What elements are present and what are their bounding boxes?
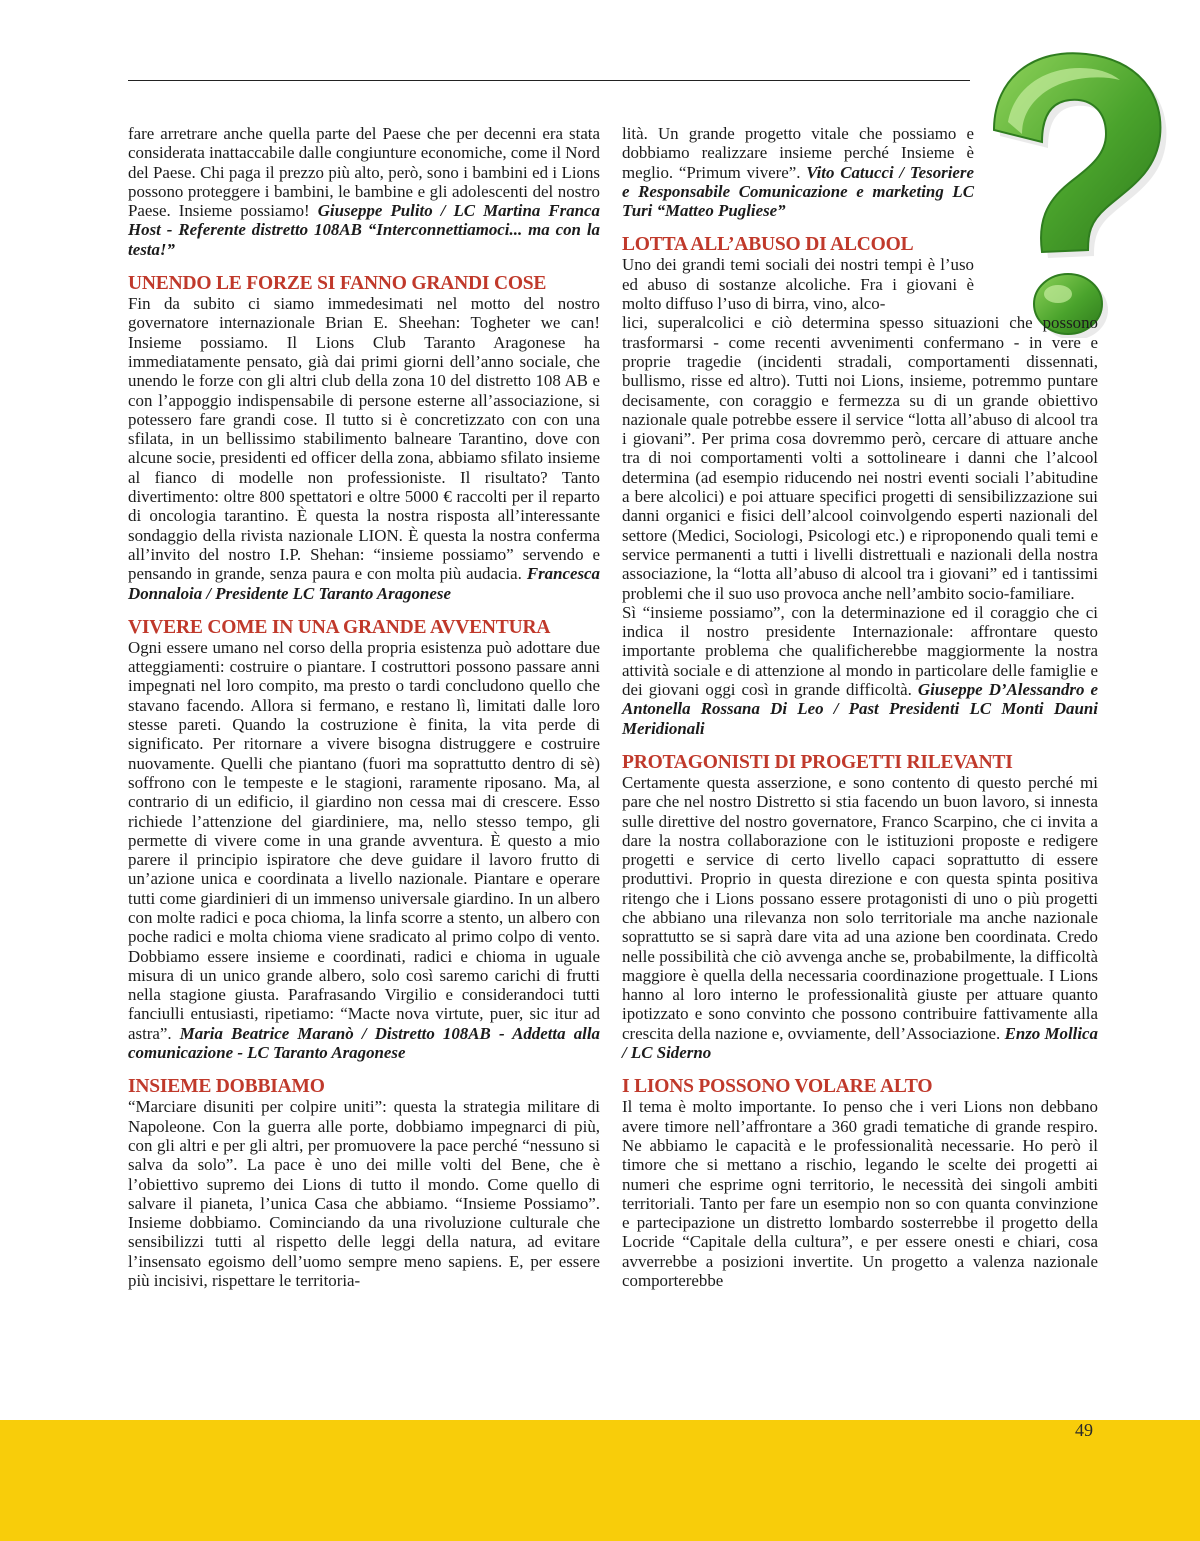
left-intro-signature: Giuseppe Pulito / LC Martina Franca Host - Referente distretto 108AB “Interconnettiamoci... ma con la testa!”: [128, 201, 600, 259]
section-text-wrap: Uno dei grandi temi sociali dei nostri tempi è l’uso ed abuso di sostanze alcoliche. Fra i giovani è molto diffuso l’uso di birra, vino, alco-: [622, 255, 974, 314]
right-intro-text: lità. Un grande progetto vitale che possiamo e dobbiamo realizzare insieme perché Insieme è meglio. “Primum vivere”.: [622, 124, 974, 182]
right-intro: [622, 124, 974, 220]
section-body: [622, 773, 1098, 1062]
right-column: [622, 124, 1098, 1304]
section-text: Ogni essere umano nel corso della propria esistenza può adottare due atteggiamenti: costruire o piantare. I costruttori possono passare anni impegnati nel loro compito, ma presto o tardi concludono quello che stavano facendo. Allora si fermano, e restano lì, limitati dalle loro stesse pareti. Quando la costruzione è finita, la vita perde di significato. Per ritornare a vivere bisogna distruggere e costruire nuovamente. Quelli che piantano (fuori ma soprattutto dentro di sè) soffrono con le tempeste e le stagioni, raramente riposano. Ma, al contrario di un edificio, il giardino non cessa mai di crescere. Esso richiede l’attenzione del giardiniere, ma, nello stesso tempo, gli permette di vivere come in una grande avventura. È questo a mio parere il principio ispiratore che deve guidare il lavoro frutto di un’azione unica e coordinata a livello nazionale. Piantare e operare tutti come giardinieri di un immenso universale giardino. In un albero con molte radici e poca chioma, la linfa scorre a stento, un albero con poche radici e molta chioma viene sradicato al primo colpo di vento. Dobbiamo essere insieme e coordinati, radici e chioma in uguale misura di un unico grande albero, solo così saremo carichi di frutti nella stagione giusta. Parafrasando Virgilio e considerandoci tutti fanciulli entusiasti, ripetiamo: “Macte nova virtute, puer, sic itur ad astra”.: [128, 637, 600, 1043]
header-rule: [128, 80, 970, 81]
footer-band: [0, 1420, 1200, 1541]
section-title: UNENDO LE FORZE SI FANNO GRANDI COSE: [128, 273, 547, 295]
page-number: 49: [1075, 1420, 1093, 1440]
section-body: [128, 638, 600, 1063]
section-text: “Marciare disuniti per colpire uniti”: questa la strategia militare di Napoleone. Con la guerra alle porte, dobbiamo impegnarci di più, con gli altri e per gli altri, per promuovere la pace perché “nessuno si salva da solo”. La pace è uno dei mille volti del Bene, che è l’obiettivo supremo dei Lions di tutto il mondo. Come quello di salvare il pianeta, l’unica Casa che abbiamo. “Insieme Possiamo”. Insieme dobbiamo. Cominciando da una rivoluzione culturale che sensibilizzi tutti al rispetto delle leggi della natura, ad evitare l’insensato egoismo dell’uomo sempre meno sapiens. E, per essere più incisivi, rispettare le territoria-: [128, 1097, 600, 1291]
section-text: Il tema è molto importante. Io penso che i veri Lions non debbano avere timore nell’affrontare a 360 gradi tematiche di grande respiro. Ne abbiamo le capacità e le professionalità necessarie. Ho però il timore che si mettano a rischio, legando le scelte dei progetti ai numeri che esprime ogni territorio, le necessità dei singoli ambiti territoriali. Tanto per fare un esempio non so con quanta convinzione e partecipazione un distretto lombardo sosterrebbe il progetto della Locride “Capitale della cultura”, e per essere onesti e chiari, cosa avverrebbe a posizioni invertite. Un progetto a valenza nazionale comporterebbe: [622, 1097, 1098, 1291]
section-body: [622, 1097, 1098, 1290]
section-signature: Maria Beatrice Maranò / Distretto 108AB - Addetta alla comunicazione - LC Taranto Aragonese: [128, 1023, 600, 1063]
section-signature: Francesca Donnaloia / Presidente LC Taranto Aragonese: [128, 564, 600, 603]
left-intro-text: fare arretrare anche quella parte del Paese che per decenni era stata considerata inattaccabile dalle congiunture economiche, come il Nord del Paese. Chi paga il prezzo più alto, però, sono i bambini ed i Lions possono proteggere i bambini, le bambine e gli adolescenti del nostro Paese. Insieme possiamo!: [128, 124, 600, 221]
section-text: Sì “insieme possiamo”, con la determinazione ed il coraggio che ci indica il nostro presidente Internazionale: affrontare questo importante problema che qualificherebbe maggiormente la nostra attività sociale e di attenzione al mondo in particolare delle famiglie e dei giovani oggi così in grande difficoltà.: [622, 602, 1098, 700]
section-signature: Enzo Mollica / LC Siderno: [622, 1023, 1099, 1063]
section-title: PROTAGONISTI DI PROGETTI RILEVANTI: [622, 751, 1013, 773]
section-text: Certamente questa asserzione, e sono contento di questo perché mi pare che nel nostro Distretto si stia facendo un buon lavoro, si innesta sulle direttive del nostro governatore, Franco Scarpino, che ci invita a dare la nostra collaborazione con le istituzioni proposte e redigere progetti e service di certo livello capaci soprattutto di essere produttivi. Proprio in questa direzione e con questa spinta positiva ritengo che i Lions possano essere protagonisti di uno o più progetti che abbiano una rilevanza non solo territoriale ma anche nazionale soprattutto se si saprà dare vita ad una azione ben coordinata. Credo nelle possibilità che ciò avvenga anche se, probabilmente, la difficoltà maggiore è quella della necessaria coordinazione progettuale. I Lions hanno al loro interno le professionalità giuste per attuare quanto ipotizzato e sono convinto che possono contribuire fattivamente alla crescita della nazione e, ovviamente, dell’Associazione.: [622, 772, 1098, 1043]
section-body: [622, 603, 1098, 738]
section-text-continued: lici, superalcolici e ciò determina spesso situazioni che possono trasformarsi - come recenti avvenimenti confermano - in vere e proprie tragedie (incidenti stradali, comportamenti dissennati, bullismo, risse ed altro). Tutti noi Lions, insieme, potremmo puntare decisamente, con coraggio e fermezza su di un grande obiettivo nazionale quale potrebbe essere il service “lotta all’abuso di alcool tra i giovani”. Per prima cosa dovremmo però, cercare di attuare anche tra di noi comportamenti volti a sottolineare i danni che l’alcool determina (ad esempio riducendo nei nostri eventi sociali l’abitudine a bere alcolici) e poi attuare specifici progetti di sensibilizzazione sui danni organici e fisici dell’alcool coinvolgendo esperti nazionali del settore (Medici, Sociologi, Psicologi etc.) e riproponendo quali temi e service permanenti a tutti i livelli distrettuali e nazionali della nostra associazione, la “lotta all’abuso di alcool tra i giovani” ed i tantissimi problemi che il suo uso provoca anche nell’ambito socio-familiare.: [622, 313, 1098, 603]
section-body: [128, 294, 600, 603]
section-title: VIVERE COME IN UNA GRANDE AVVENTURA: [128, 616, 551, 638]
section-title: I LIONS POSSONO VOLARE ALTO: [622, 1076, 933, 1098]
left-intro: [128, 124, 600, 259]
section-title: LOTTA ALL’ABUSO DI ALCOOL: [622, 234, 914, 256]
section-signature: Giuseppe D’Alessandro e Antonella Rossana Di Leo / Past Presidenti LC Monti Dauni Meridionali: [622, 680, 1098, 738]
right-intro-signature: Vito Catucci / Tesoriere e Responsabile Comunicazione e marketing LC Turi “Matteo Pugliese”: [622, 162, 974, 221]
section-text: Fin da subito ci siamo immedesimati nel motto del nostro governatore internazionale Brian E. Sheehan: Togheter we can! Insieme possiamo. Il Lions Club Taranto Aragonese ha immediatamente pensato, già dai primi giorni dell’anno sociale, che unendo le forze con gli altri club della zona 10 del distretto 108 AB e con l’appoggio indispensabile di persone esterne all’associazione, si potessero fare grandi cose. Il tutto si è concretizzato con con una sfilata, in un bellissimo stabilimento balneare Tarantino, dove con alcune socie, presidenti ed officer della zona, abbiamo sfilato insieme al fianco di modelle non professioniste. Il risultato? Tanto divertimento: oltre 800 spettatori e oltre 5000 € raccolti per il reparto di oncologia tarantino. È questa la nostra risposta all’interessante sondaggio della rivista nazionale LION. È questa la nostra conferma all’invito del nostro I.P. Shehan: “insieme possiamo” servendo e pensando in grande, senza paura e con molta più audacia.: [128, 294, 600, 584]
left-column: [128, 124, 600, 1304]
section-title: INSIEME DOBBIAMO: [128, 1076, 325, 1098]
section-body: [128, 1097, 600, 1290]
